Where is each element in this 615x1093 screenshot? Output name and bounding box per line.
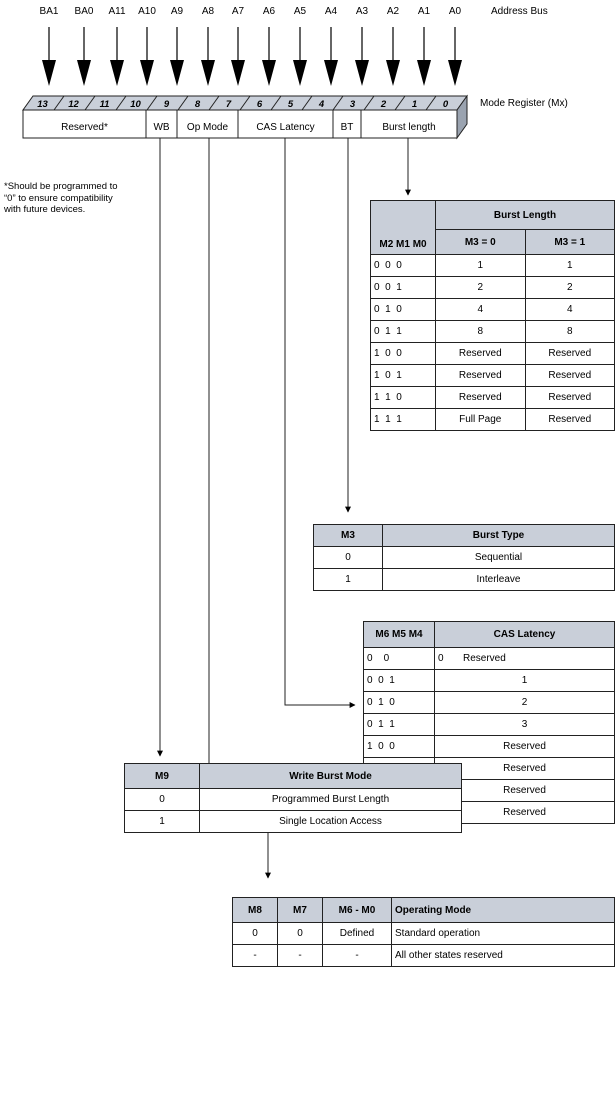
om-cell: -: [323, 945, 392, 967]
bl-code-cell: 1 0 1: [371, 365, 436, 387]
table-row: [364, 736, 615, 758]
wb-header-value: Write Burst Mode: [200, 764, 462, 789]
address-bus-arrows: [42, 27, 462, 86]
bl-col-a: M3 = 0: [436, 230, 526, 255]
bl-code-cell: 0 1 1: [371, 321, 436, 343]
bt-header-code: M3: [314, 525, 383, 547]
address-pin-arrow-head: [262, 60, 276, 86]
wb-value-cell: Programmed Burst Length: [200, 789, 462, 811]
bl-m3-0-cell: Reserved: [436, 365, 526, 387]
wb-code-cell: 1: [125, 811, 200, 833]
om-cell: 0: [278, 923, 323, 945]
bit-number: 4: [318, 99, 325, 110]
om-cell: Standard operation: [392, 923, 615, 945]
field-op-mode: Op Mode: [186, 122, 229, 133]
table-row: [371, 409, 615, 431]
bl-header-group: Burst Length: [436, 201, 615, 230]
address-pin-arrow-head: [448, 60, 462, 86]
bit-number: 13: [37, 99, 48, 110]
om-header-m8: M8: [233, 898, 278, 923]
om-header-m7: M7: [278, 898, 323, 923]
bit-number: 7: [225, 99, 232, 110]
bl-m3-0-cell: Reserved: [436, 387, 526, 409]
table-row: [364, 692, 615, 714]
cas-header-value: CAS Latency: [435, 622, 615, 648]
address-pin-arrow-head: [355, 60, 369, 86]
address-pin-label: A6: [262, 6, 276, 17]
address-pin-arrow-head: [77, 60, 91, 86]
table-row: [371, 321, 615, 343]
address-pin-label: A11: [108, 6, 126, 17]
bl-m3-1-cell: Reserved: [525, 409, 615, 431]
table-row: [371, 255, 615, 277]
bt-header-value: Burst Type: [383, 525, 615, 547]
om-header-mode: Operating Mode: [392, 898, 615, 923]
cas-code-cell: 0 0 1: [364, 670, 435, 692]
bl-m3-1-cell: 4: [525, 299, 615, 321]
bit-number: 1: [411, 99, 418, 110]
bl-m3-0-cell: 4: [436, 299, 526, 321]
cas-latency-connector: [285, 138, 355, 705]
bl-m3-0-cell: Full Page: [436, 409, 526, 431]
bit-number: 12: [68, 99, 79, 110]
table-row: [371, 343, 615, 365]
om-cell: 0: [233, 923, 278, 945]
bl-m3-1-cell: Reserved: [525, 365, 615, 387]
cas-value-cell: 1: [435, 670, 615, 692]
address-pin-label: A3: [355, 6, 369, 17]
table-row: [125, 811, 462, 833]
bit-number: 9: [163, 99, 170, 110]
write-burst-mode-table: [124, 763, 462, 833]
bl-code-cell: 0 0 1: [371, 277, 436, 299]
bl-code-cell: 1 1 1: [371, 409, 436, 431]
address-pin-arrow-head: [386, 60, 400, 86]
address-pin-arrow-head: [110, 60, 124, 86]
bt-code-cell: 1: [314, 569, 383, 591]
bit-number: 3: [349, 99, 356, 110]
cas-value-cell: Reserved: [435, 802, 615, 824]
address-pin-arrow-head: [417, 60, 431, 86]
table-row: [125, 789, 462, 811]
field-reserved: Reserved*: [61, 122, 108, 133]
address-pin-label: A2: [386, 6, 400, 17]
bl-m3-0-cell: 2: [436, 277, 526, 299]
table-row: [371, 299, 615, 321]
bt-value-cell: Interleave: [383, 569, 615, 591]
bit-number: 0: [442, 99, 449, 110]
field-wb: WB: [153, 122, 170, 133]
address-pin-label: A7: [231, 6, 245, 17]
address-bus-label: Address Bus: [491, 6, 548, 17]
address-pin-label: A9: [170, 6, 184, 17]
field-bt: BT: [340, 122, 354, 133]
om-cell: All other states reserved: [392, 945, 615, 967]
cas-value-cell: Reserved: [435, 780, 615, 802]
address-pin-arrow-head: [231, 60, 245, 86]
address-pin-label: BA0: [74, 6, 94, 17]
address-pin-arrow-head: [42, 60, 56, 86]
table-row: [371, 277, 615, 299]
bit-number: 5: [287, 99, 294, 110]
mode-register-label: Mode Register (Mx): [480, 98, 568, 109]
burst-type-table: [313, 524, 615, 591]
field-cas-latency: CAS Latency: [256, 122, 315, 133]
bl-m3-0-cell: 1: [436, 255, 526, 277]
table-row: [371, 387, 615, 409]
bl-col-b: M3 = 1: [525, 230, 615, 255]
wb-code-cell: 0: [125, 789, 200, 811]
bit-number: 11: [99, 99, 110, 110]
address-pin-arrow-head: [293, 60, 307, 86]
om-cell: -: [278, 945, 323, 967]
bl-m3-0-cell: Reserved: [436, 343, 526, 365]
cas-value-cell: 2: [435, 692, 615, 714]
cas-header-code: M6 M5 M4: [364, 622, 435, 648]
table-row: [233, 923, 615, 945]
burst-length-table: [370, 200, 615, 431]
address-pin-arrow-head: [170, 60, 184, 86]
table-row: [314, 569, 615, 591]
address-pin-label: A8: [201, 6, 215, 17]
address-pin-label: BA1: [39, 6, 59, 17]
bl-code-cell: 0 0 0: [371, 255, 436, 277]
bl-code-cell: 1 0 0: [371, 343, 436, 365]
bl-m3-1-cell: 1: [525, 255, 615, 277]
table-row: [314, 547, 615, 569]
reserved-footnote: *Should be programmed to “0” to ensure compatibility with future devices.: [4, 181, 118, 215]
bl-m3-0-cell: 8: [436, 321, 526, 343]
cas-value-cell: Reserved: [435, 736, 615, 758]
address-pin-arrow-head: [140, 60, 154, 86]
address-pin-label: A5: [293, 6, 307, 17]
bit-number: 8: [194, 99, 201, 110]
table-row: [233, 945, 615, 967]
bit-number: 6: [256, 99, 263, 110]
om-header-m6-m0: M6 - M0: [323, 898, 392, 923]
om-cell: -: [233, 945, 278, 967]
bl-header-code: M2 M1 M0: [371, 201, 436, 255]
table-row: [364, 714, 615, 736]
cas-value-cell: Reserved: [435, 758, 615, 780]
cas-value-cell: 3: [435, 714, 615, 736]
om-cell: Defined: [323, 923, 392, 945]
table-row: [364, 648, 615, 670]
bl-m3-1-cell: 2: [525, 277, 615, 299]
bl-m3-1-cell: 8: [525, 321, 615, 343]
bl-m3-1-cell: Reserved: [525, 387, 615, 409]
bl-code-cell: 1 1 0: [371, 387, 436, 409]
bl-m3-1-cell: Reserved: [525, 343, 615, 365]
address-pin-arrow-head: [324, 60, 338, 86]
bt-value-cell: Sequential: [383, 547, 615, 569]
operating-mode-table: [232, 897, 615, 967]
cas-value-cell: 0 Reserved: [435, 648, 615, 670]
table-row: [371, 365, 615, 387]
wb-value-cell: Single Location Access: [200, 811, 462, 833]
address-pin-arrow-head: [201, 60, 215, 86]
bit-number: 10: [130, 99, 141, 110]
bl-code-cell: 0 1 0: [371, 299, 436, 321]
address-pin-label: A10: [138, 6, 156, 17]
table-row: [364, 670, 615, 692]
cas-code-cell: 0 1 0: [364, 692, 435, 714]
address-pin-label: A1: [417, 6, 431, 17]
bit-number: 2: [380, 99, 387, 110]
cas-code-cell: 0 1 1: [364, 714, 435, 736]
cas-code-cell: 1 0 0: [364, 736, 435, 758]
cas-code-cell: 0 0: [364, 648, 435, 670]
address-pin-label: A0: [448, 6, 462, 17]
address-pin-label: A4: [324, 6, 338, 17]
wb-header-code: M9: [125, 764, 200, 789]
bt-code-cell: 0: [314, 547, 383, 569]
field-burst-length: Burst length: [382, 122, 436, 133]
